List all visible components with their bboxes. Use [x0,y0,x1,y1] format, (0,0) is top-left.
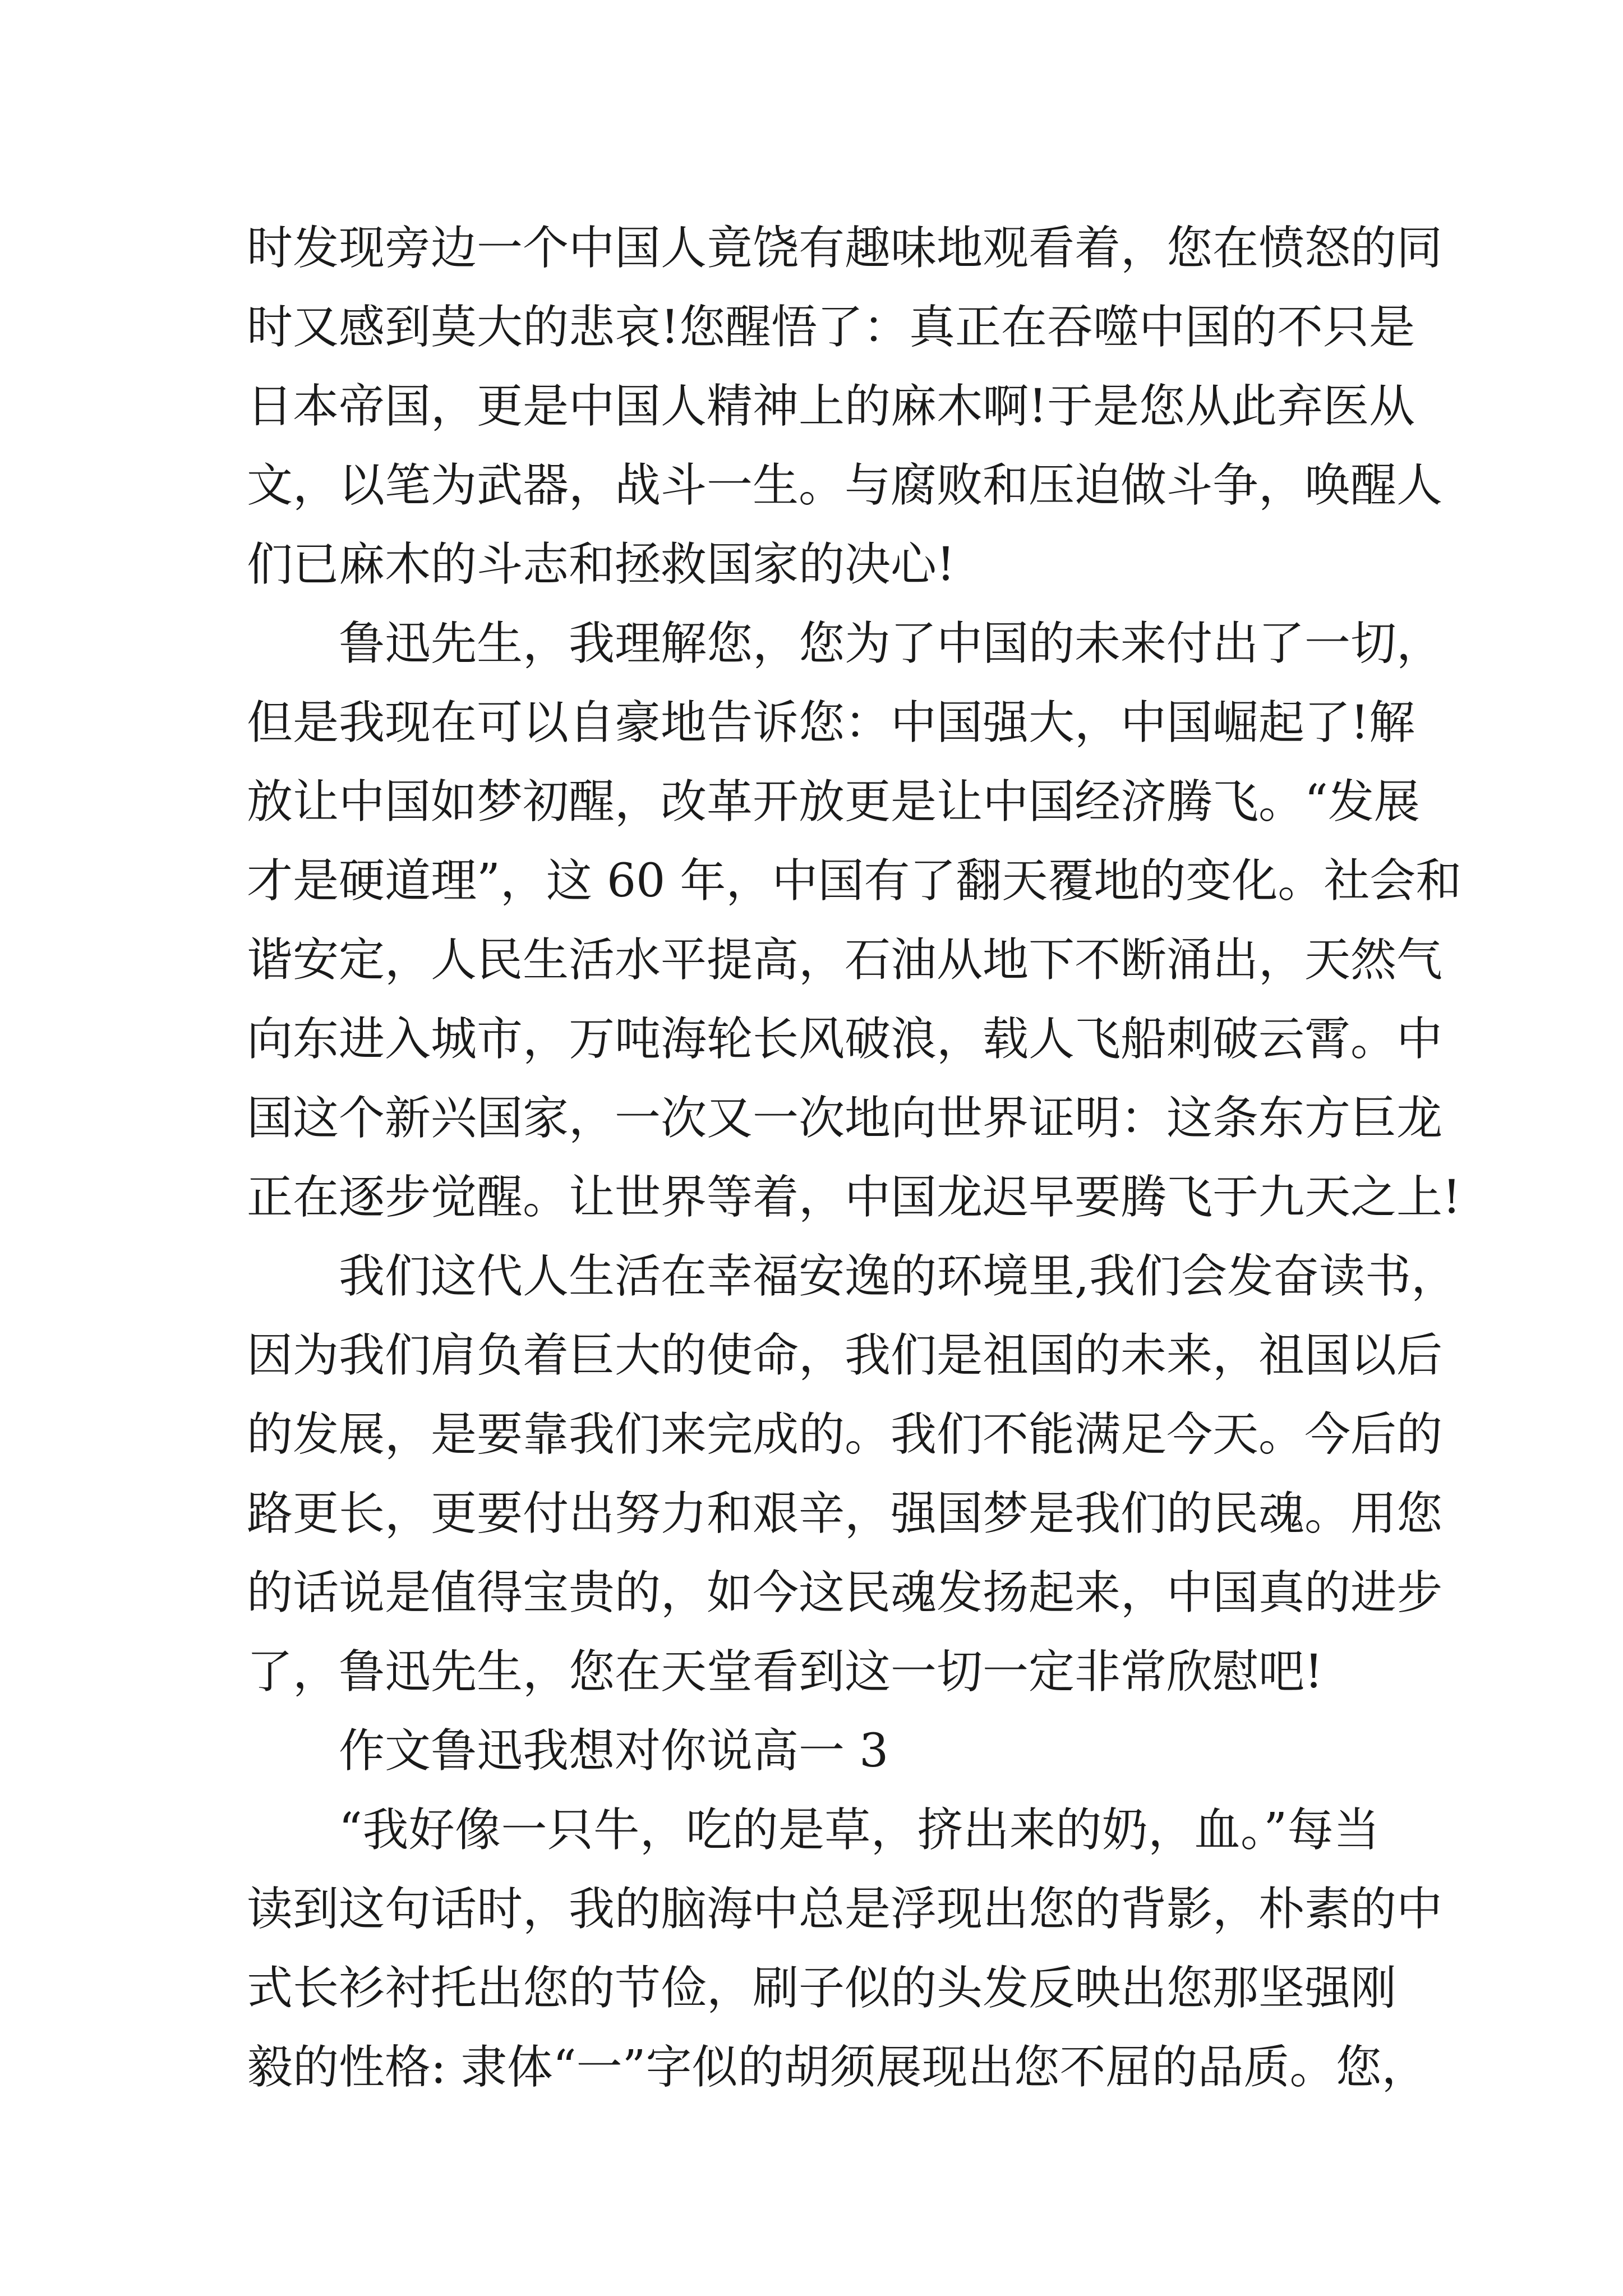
paragraph-first-line: 我们这代人生活在幸福安逸的环境里,我们会发奋读书， [339,1250,1458,1303]
paragraph-first-line: 鲁迅先生，我理解您，您为了中国的未来付出了一切， [339,617,1443,670]
text-line: 读到这句话时，我的脑海中总是浮现出您的背影，朴素的中 [247,1883,1443,1936]
body-text [247,209,1462,2107]
text-line: 毅的性格: 隶体“一”字似的胡须展现出您不屈的品质。您， [247,2041,1428,2094]
text-line: 国这个新兴国家，一次又一次地向世界证明：这条东方巨龙 [247,1092,1443,1145]
paragraph-first-line: “我好像一只牛，吃的是草，挤出来的奶，血。”每当 [339,1803,1380,1857]
text-line: 时发现旁边一个中国人竟饶有趣味地观看着，您在愤怒的同 [247,222,1443,275]
text-line: 文，以笔为武器，战斗一生。与腐败和压迫做斗争，唤醒人 [247,459,1443,512]
text-line: 才是硬道理”，这 60 年，中国有了翻天覆地的变化。社会和 [247,854,1462,908]
text-line: 放让中国如梦初醒，改革开放更是让中国经济腾飞。“发展 [247,775,1420,829]
text-line: 正在逐步觉醒。让世界等着，中国龙迟早要腾飞于九天之上! [247,1171,1461,1224]
text-line: 的话说是值得宝贵的，如今这民魂发扬起来，中国真的进步 [247,1566,1443,1619]
text-line: 式长衫衬托出您的节俭，刷子似的头发反映出您那坚强刚 [247,1962,1397,2015]
text-line: 的发展，是要靠我们来完成的。我们不能满足今天。今后的 [247,1408,1443,1461]
text-line: 日本帝国，更是中国人精神上的麻木啊!于是您从此弃医从 [247,380,1415,433]
text-line: 谐安定，人民生活水平提高，石油从地下不断涌出，天然气 [247,933,1443,987]
section-heading: 作文鲁迅我想对你说高一 3 [339,1724,889,1778]
text-line: 们已麻木的斗志和拯救国家的决心! [247,538,955,591]
text-line: 了，鲁迅先生，您在天堂看到这一切一定非常欣慰吧! [247,1645,1323,1699]
text-line: 向东进入城市，万吨海轮长风破浪，载人飞船刺破云霄。中 [247,1013,1443,1066]
text-line: 但是我现在可以自豪地告诉您：中国强大，中国崛起了!解 [247,696,1415,749]
text-line: 时又感到莫大的悲哀!您醒悟了：真正在吞噬中国的不只是 [247,301,1415,354]
text-line: 因为我们肩负着巨大的使命，我们是祖国的未来，祖国以后 [247,1329,1443,1382]
text-line: 路更长，更要付出努力和艰辛，强国梦是我们的民魂。用您 [247,1487,1443,1540]
